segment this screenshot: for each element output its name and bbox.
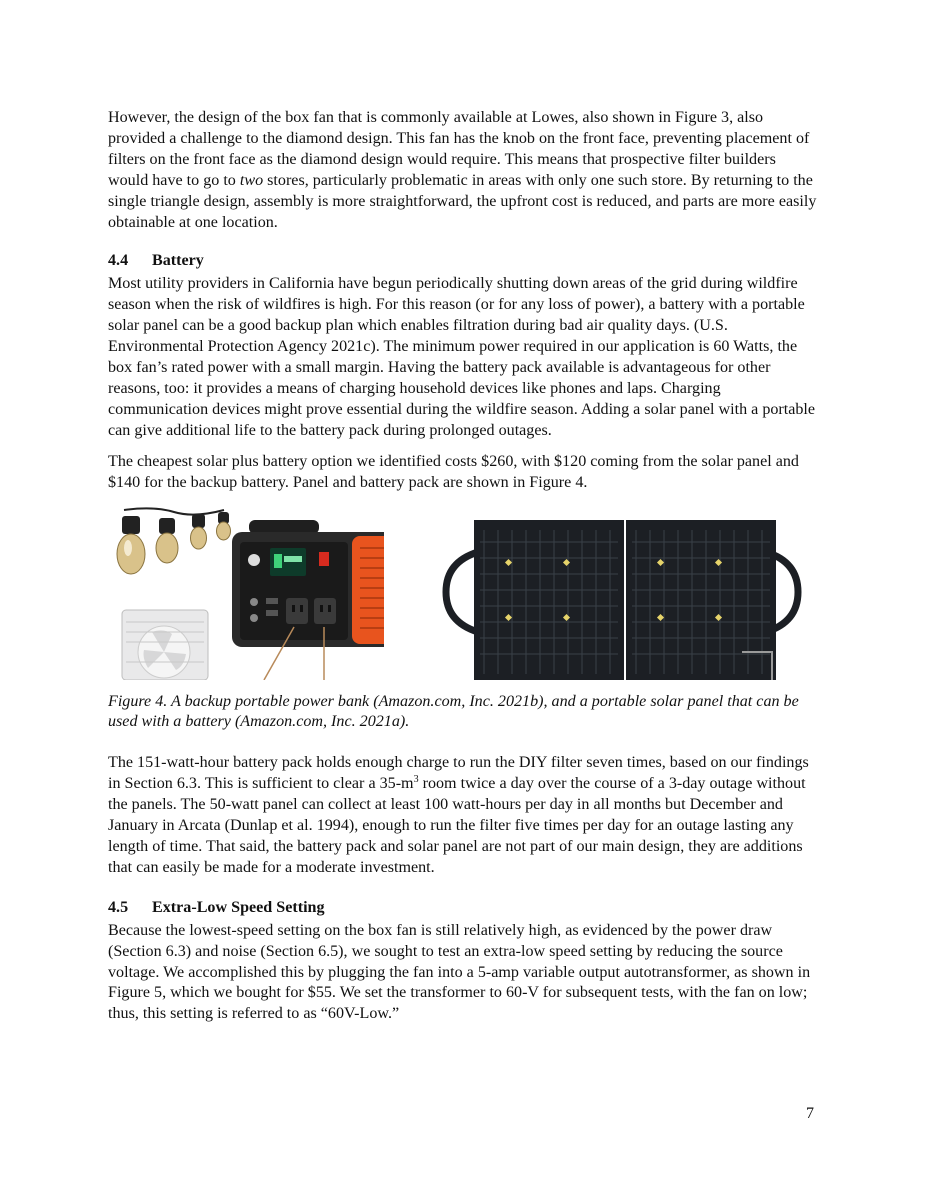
light-bulb-3 — [191, 514, 207, 549]
light-bulb-4 — [217, 512, 231, 540]
superscript: 3 — [413, 774, 419, 786]
section-number: 4.4 — [108, 252, 129, 270]
section-number: 4.5 — [108, 898, 129, 916]
battery-paragraph-1: Most utility providers in California have begun periodically shutting down areas of the grid during wildfire season when the risk of wildfires is high. For this reason (or for any loss of power), a battery with a portable solar panel can be a good backup plan which enables filtration during bad air quality days. (U.S. Environmental Protection Agency 2021c). The minimum power required in our application is 60 Watts, the box fan’s rated power with a small margin. Having the battery pack available is advantageous for other reasons, too: it provides a means of charging household devices like phones and laps. Charging communication devices might prove essential during the wildfire season. Adding a solar panel with a portable can give additional life to the battery pack during prolonged outages. — [108, 275, 816, 439]
intro-paragraph: However, the design of the box fan that is commonly available at Lowes, also shown in Figure 3, also provided a challenge to the diamond design. This fan has the knob on the front face, preventing placement of filters on the front face as the diamond design would require. This means that prospective filter builders would have to go to two stores, particularly problematic in areas with only one such store. By returning to the single triangle design, assembly is more straightforward, the upfront cost is reduced, and parts are more easily obtainable at one location. — [108, 109, 817, 231]
page-number: 7 — [806, 1105, 814, 1122]
light-bulb-2 — [156, 518, 178, 563]
section-title: Battery — [152, 252, 204, 270]
battery-paragraph-3: The 151-watt-hour battery pack holds enough charge to run the DIY filter seven times, based on our findings in Section 6.3. This is sufficient to clear a $35-m^3$ room twice a day over the course of a 3-day outage without the panels. The 50-watt panel can collect at least 100 watt-hours per day in all months but December and January in Arcata (Dunlap et al. 1994), enough to run the filter five times per day for an outage lasting any length of time. That said, the battery pack and solar panel are not part of our main design, they are additions that can easily be made for a moderate investment. — [108, 754, 809, 876]
speed-paragraph: Because the lowest-speed setting on the box fan is still relatively high, as evidenced by the power draw (Section 6.3) and noise (Section 6.5), we sought to test an extra-low speed setting by reducing the source voltage. We accomplished this by plugging the fan into a 5-amp variable output autotransformer, as shown in Figure 5, which we bought for $55. We set the transformer to 60-V for subsequent tests, with the fan on low; thus, this setting is referred to as “60V-Low.” — [108, 921, 811, 1023]
box-fan — [122, 610, 208, 680]
section-heading-extra-low-speed — [108, 897, 818, 918]
figure-4-caption: Figure 4. A backup portable power bank (Amazon.com, Inc. 2021b), and a portable solar panel that can be used with a battery (Amazon.com, Inc. 2021a). — [108, 692, 799, 731]
battery-paragraph-2: The cheapest solar plus battery option we identified costs $260, with $120 coming from the solar panel and $140 for the backup battery. Panel and battery pack are shown in Figure 4. — [108, 452, 799, 491]
section-heading-battery — [108, 250, 818, 271]
solar-panel-photo — [442, 502, 802, 680]
section-title: Extra-Low Speed Setting — [152, 898, 325, 916]
italic-emphasis: two — [239, 171, 264, 189]
document-page — [108, 108, 818, 1025]
figure-4 — [114, 502, 804, 680]
power-bank-photo — [114, 502, 384, 680]
